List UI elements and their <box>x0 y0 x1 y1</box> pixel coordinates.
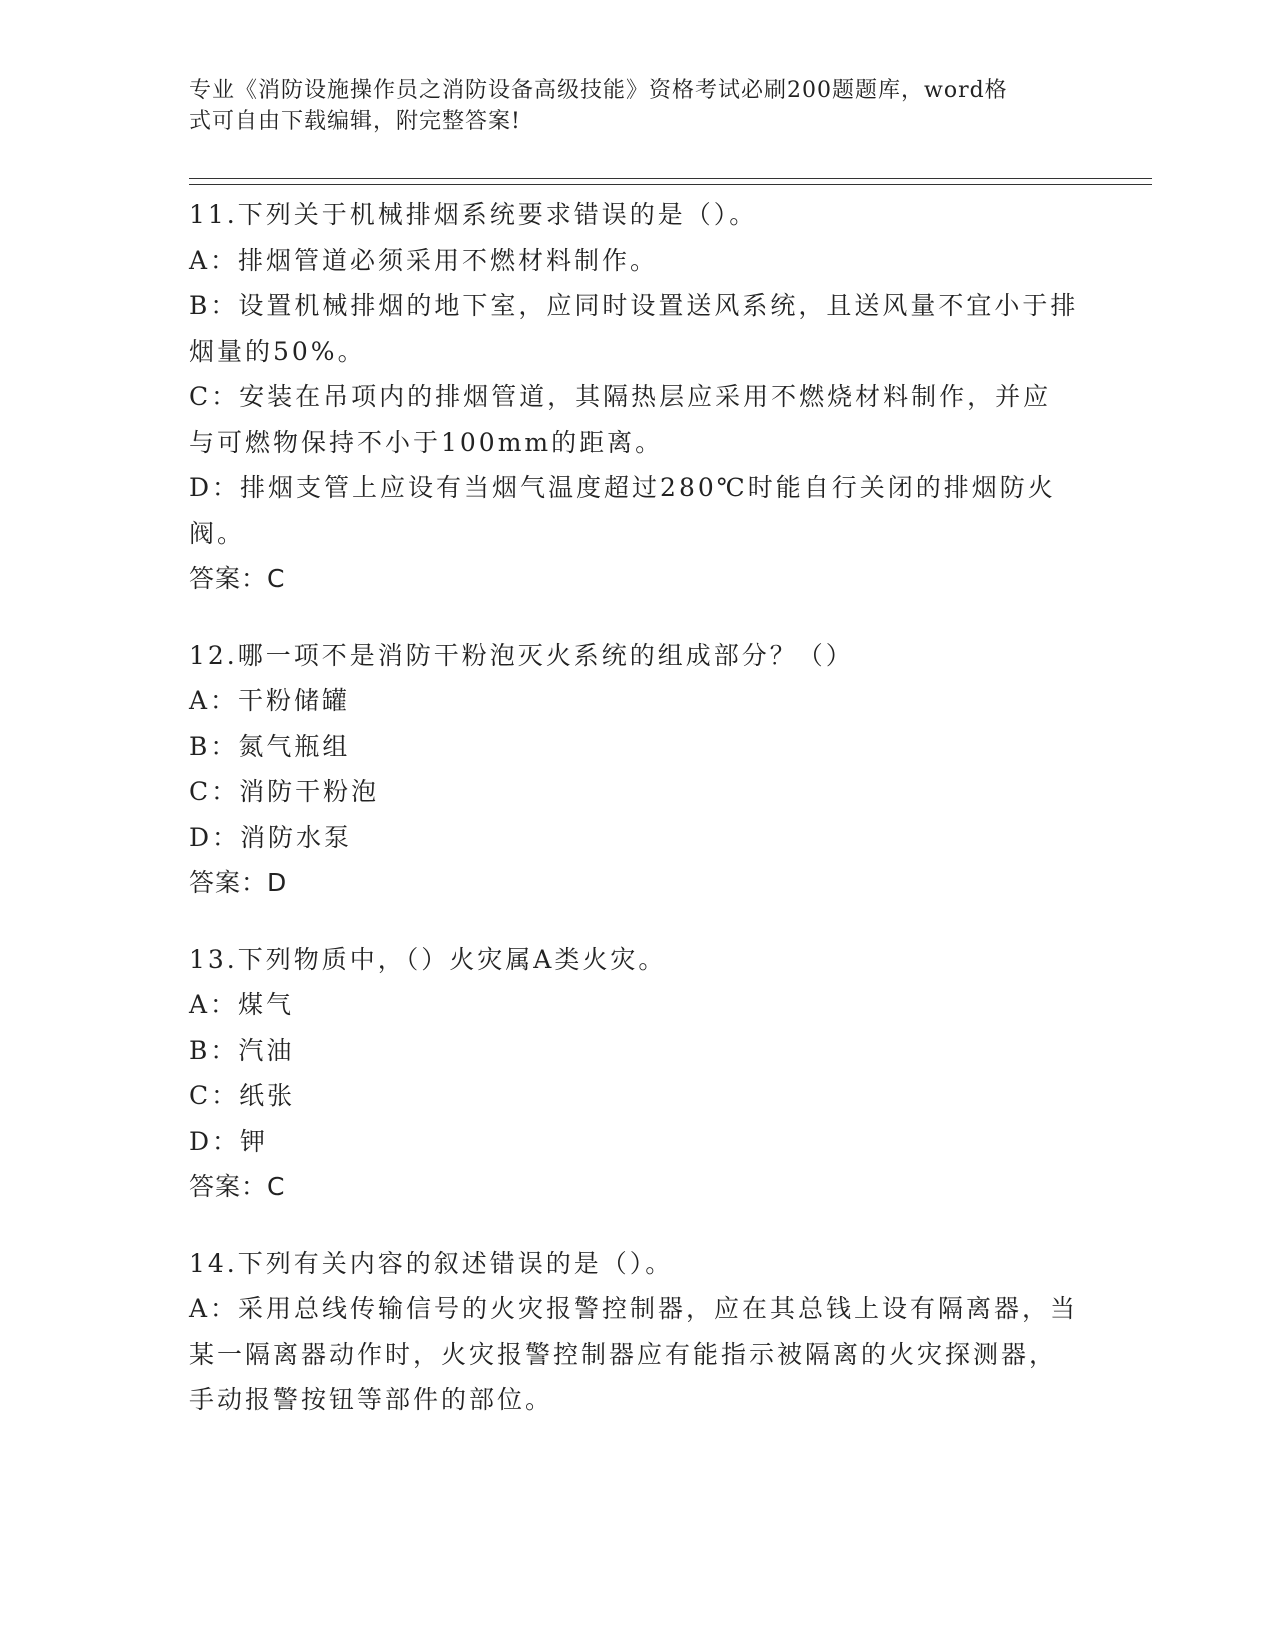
question-stem: 11.下列关于机械排烟系统要求错误的是（）。 <box>189 200 758 229</box>
question-stem: 12.哪一项不是消防干粉泡灭火系统的组成部分？（） <box>189 640 854 670</box>
question-stem: 14.下列有关内容的叙述错误的是（）。 <box>189 1248 674 1278</box>
option-b: B：汽油 <box>189 1035 295 1065</box>
header-divider <box>189 178 1152 185</box>
option-d: D：排烟支管上应设有当烟气温度超过280℃时能自行关闭的排烟防火阀。 <box>189 473 1056 548</box>
answer-line: 答案：C <box>189 1172 286 1201</box>
option-c: C：安装在吊项内的排烟管道，其隔热层应采用不燃烧材料制作，并应与可燃物保持不小于100mm的距离。 <box>189 382 1052 457</box>
option-b: B：氮气瓶组 <box>189 731 351 761</box>
header-line-2: 式可自由下载编辑，附完整答案! <box>189 109 521 134</box>
header-line-1: 专业《消防设施操作员之消防设备高级技能》资格考试必刷200题题库，word格 <box>189 78 1008 103</box>
option-d: D：钾 <box>189 1126 269 1156</box>
option-c: C：消防干粉泡 <box>189 777 380 806</box>
document-header <box>189 75 1069 137</box>
question-13 <box>189 937 1079 1210</box>
option-a: A：排烟管道必须采用不燃材料制作。 <box>189 245 659 275</box>
option-a: A：采用总线传输信号的火灾报警控制器，应在其总钱上设有隔离器，当某一隔离器动作时，火灾报警控制器应有能指示被隔离的火灾探测器，手动报警按钮等部件的部位。 <box>189 1294 1079 1414</box>
option-a: A：干粉储罐 <box>189 686 351 715</box>
option-a: A：煤气 <box>189 990 295 1019</box>
option-c: C：纸张 <box>189 1081 296 1110</box>
question-list <box>189 192 1079 1454</box>
question-stem: 13.下列物质中，（）火灾属A类火灾。 <box>189 944 667 974</box>
option-b: B：设置机械排烟的地下室，应同时设置送风系统，且送风量不宜小于排烟量的50%。 <box>189 291 1079 366</box>
answer-line: 答案：C <box>189 564 286 593</box>
question-12 <box>189 633 1079 906</box>
answer-line: 答案：D <box>189 868 288 897</box>
question-14 <box>189 1241 1079 1423</box>
question-11 <box>189 192 1079 602</box>
option-d: D：消防水泵 <box>189 822 353 852</box>
